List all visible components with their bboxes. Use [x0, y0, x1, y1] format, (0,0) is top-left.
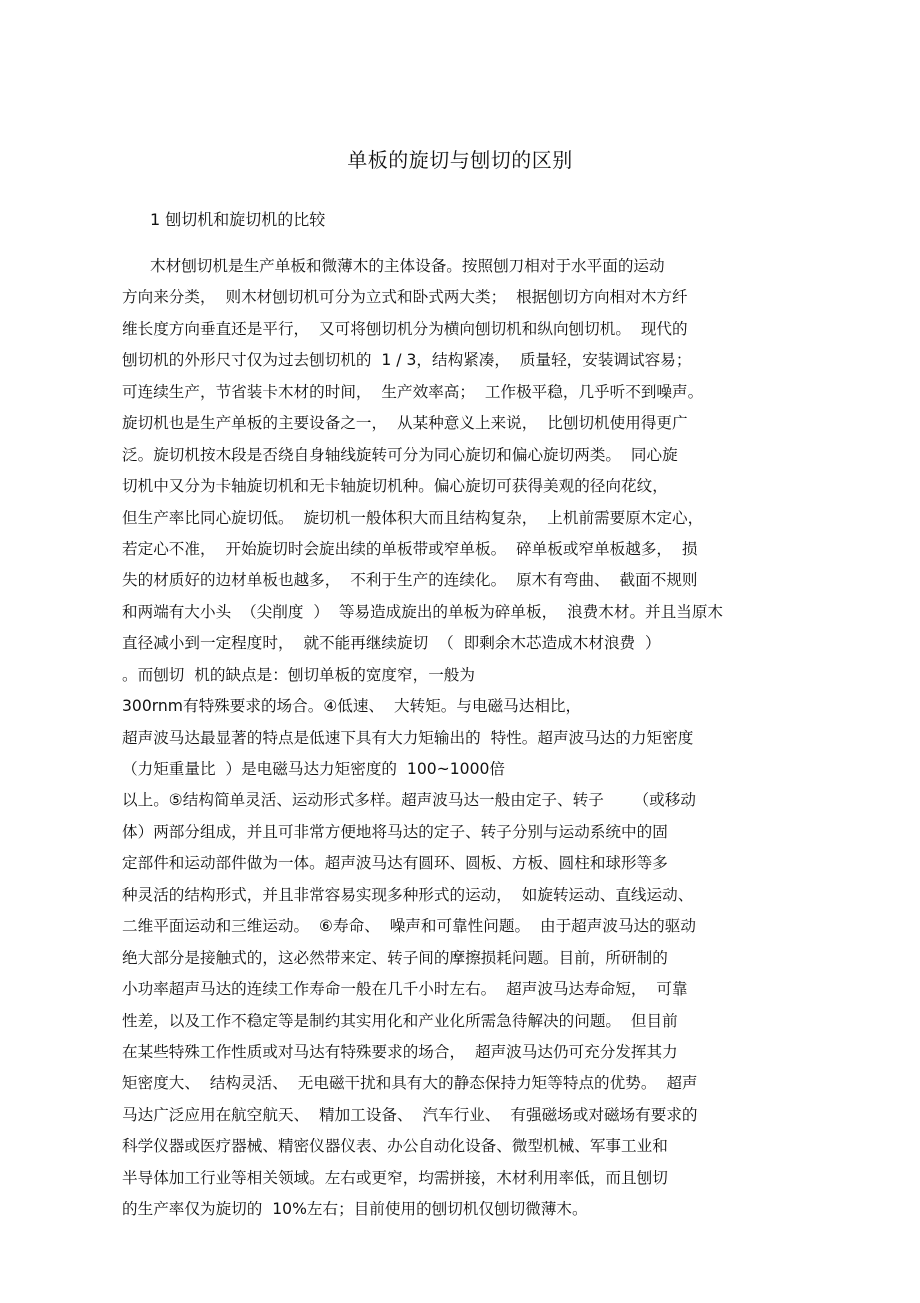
document-title: 单板的旋切与刨切的区别 [347, 148, 573, 172]
text-line: 直径减小到一定程度时， 就不能再继续旋切 （ 即剩余木芯造成木材浪费 ） [122, 634, 661, 653]
text-line: 旋切机也是生产单板的主要设备之一， 从某种意义上来说， 比刨切机使用得更广 [122, 414, 688, 433]
text-line: 若定心不准， 开始旋切时会旋出续的单板带或窄单板。 碎单板或窄单板越多， 损 [122, 539, 698, 558]
text-line: 科学仪器或医疗器械、精密仪器仪表、办公自动化设备、微型机械、军事工业和 [122, 1137, 668, 1156]
section-heading: 1 刨切机和旋切机的比较 [150, 210, 326, 229]
text-line: 超声波马达最显著的特点是低速下具有大力矩输出的 特性。超声波马达的力矩密度 [122, 728, 694, 747]
text-line: 定部件和运动部件做为一体。超声波马达有圆环、圆板、方板、圆柱和球形等多 [122, 854, 668, 873]
text-line: 半导体加工行业等相关领域。左右或更窄，均需拼接，木材利用率低，而且刨切 [122, 1168, 668, 1187]
text-line: 300rnm有特殊要求的场合。④低速、 大转矩。与电磁马达相比， [122, 697, 582, 716]
text-line: 失的材质好的边材单板也越多， 不利于生产的连续化。 原木有弯曲、 截面不规则 [122, 571, 698, 590]
text-line: 和两端有大小头 （尖削度 ） 等易造成旋出的单板为碎单板， 浪费木材。并且当原木 [122, 602, 724, 621]
text-line: 绝大部分是接触式的，这必然带来定、转子间的摩擦损耗问题。目前，所研制的 [122, 948, 668, 967]
text-line: 的生产率仅为旋切的 10%左右；目前使用的刨切机仅刨切微薄木。 [122, 1200, 588, 1219]
text-line: 泛。旋切机按木段是否绕自身轴线旋转可分为同心旋切和偏心旋切两类。 同心旋 [122, 445, 678, 464]
text-line: 但生产率比同心旋切低。 旋切机一般体积大而且结构复杂， 上机前需要原木定心， [122, 508, 704, 527]
text-line: 矩密度大、 结构灵活、 无电磁干扰和具有大的静态保持力矩等特点的优势。 超声 [122, 1074, 698, 1093]
body-text [122, 251, 802, 1226]
text-line: 刨切机的外形尺寸仅为过去刨切机的 1 / 3，结构紧凑， 质量轻，安装调试容易； [122, 351, 692, 370]
text-line: 维长度方向垂直还是平行， 又可将刨切机分为横向刨切机和纵向刨切机。 现代的 [122, 319, 688, 338]
text-line: 小功率超声马达的连续工作寿命一般在几千小时左右。 超声波马达寿命短， 可靠 [122, 980, 688, 999]
text-line: 二维平面运动和三维运动。 ⑥寿命、 噪声和可靠性问题。 由于超声波马达的驱动 [122, 917, 696, 936]
text-line: （力矩重量比 ）是电磁马达力矩密度的 100~1000倍 [122, 760, 506, 778]
text-line: 种灵活的结构形式，并且非常容易实现多种形式的运动， 如旋转运动、直线运动、 [122, 885, 694, 904]
text-line: 性差，以及工作不稳定等是制约其实用化和产业化所需急待解决的问题。 但目前 [122, 1011, 678, 1030]
text-line: 以上。⑤结构简单灵活、运动形式多样。超声波马达一般由定子、转子 （或移动 [122, 791, 696, 810]
text-line: 木材刨切机是生产单板和微薄木的主体设备。按照刨刀相对于水平面的运动 [150, 257, 665, 275]
text-line: 在某些特殊工作性质或对马达有特殊要求的场合， 超声波马达仍可充分发挥其力 [122, 1042, 678, 1061]
text-line: 切机中又分为卡轴旋切机和无卡轴旋切机种。偏心旋切可获得美观的径向花纹， [122, 477, 668, 496]
text-line: 体）两部分组成，并且可非常方便地将马达的定子、转子分别与运动系统中的固 [122, 822, 668, 841]
text-line: 可连续生产，节省装卡木材的时间， 生产效率高； 工作极平稳，几乎听不到噪声。 [122, 382, 704, 401]
text-line: 方向来分类， 则木材刨切机可分为立式和卧式两大类； 根据刨切方向相对木方纤 [122, 288, 688, 307]
text-line: 马达广泛应用在航空航天、 精加工设备、 汽车行业、 有强磁场或对磁场有要求的 [122, 1105, 698, 1124]
text-line: 。而刨切 机的缺点是：刨切单板的宽度窄，一般为 [122, 665, 475, 684]
